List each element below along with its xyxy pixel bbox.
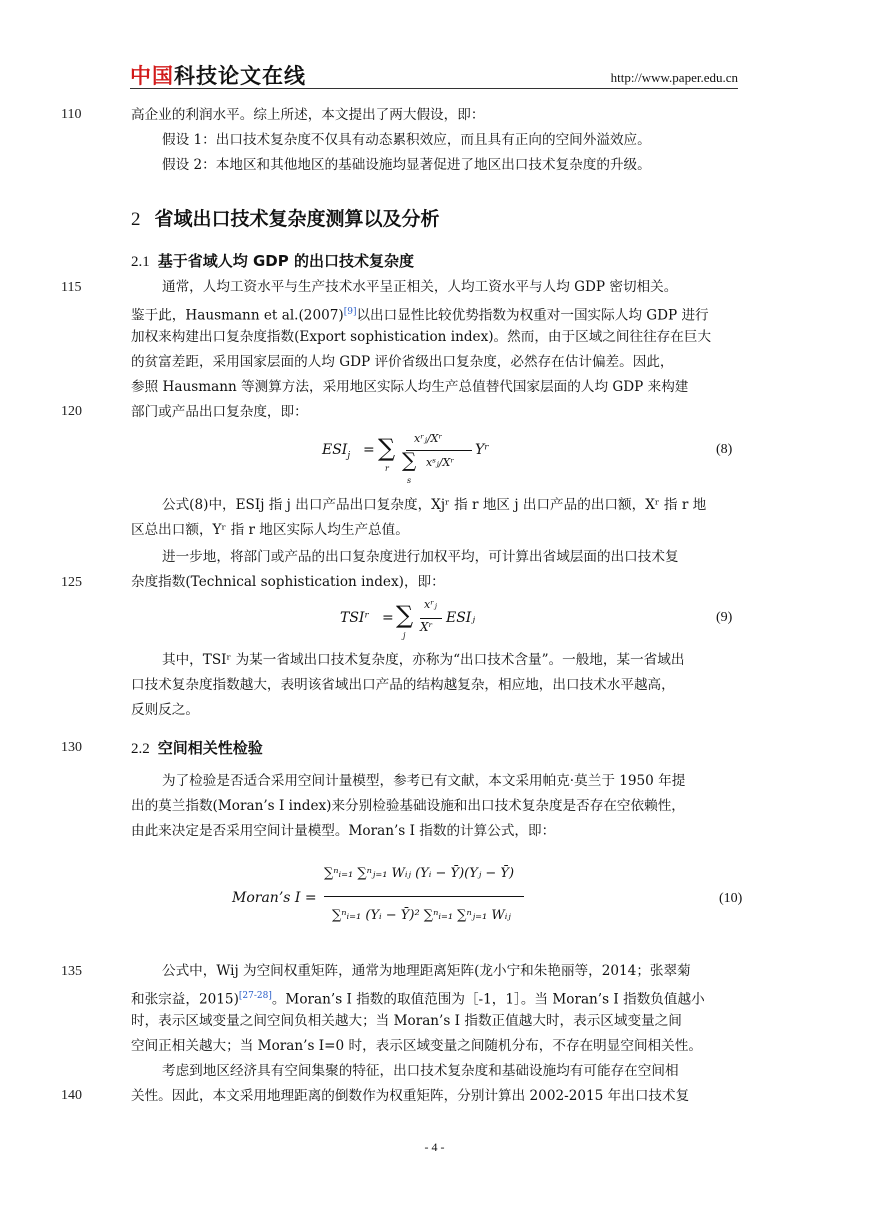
site-logo [130,64,306,88]
text-line: 其中，TSIʳ 为某一省域出口技术复杂度，亦称为“出口技术含量”。一般地，某一省域出 [162,652,685,668]
eq9-lhs: TSIʳ [340,610,370,626]
text-line: 杂度指数(Technical sophistication index)，即： [131,574,445,590]
text-line: 考虑到地区经济具有空间集聚的特征，出口技术复杂度和基础设施均有可能存在空间相 [162,1063,679,1079]
text-span: 鉴于此，Hausmann et al.(2007) [131,307,344,324]
eq8-denominator: xˢⱼ/Xʳ [426,456,455,469]
eq10-numerator: ∑ⁿᵢ₌₁ ∑ⁿⱼ₌₁ Wᵢⱼ (Yᵢ − Ȳ)(Yⱼ − Ȳ) [324,866,515,881]
eq8-den-index: s [407,476,412,485]
page-number: - 4 - [424,1140,445,1154]
line-number: 115 [61,280,82,295]
text-line: 出的莫兰指数(Moran’s I index)来分别检验基础设施和出口技术复杂度是否存在空依赖性， [131,798,685,814]
eq9-sum-index: j [403,631,406,640]
section-heading [131,204,440,231]
eq9-equals: = [382,610,394,626]
equation-8 [322,432,502,490]
text-line: 加权来构建出口复杂度指数(Export sophistication index)。然而，由于区域之间往往存在巨大 [131,329,712,345]
text-line: 空间正相关越大；当 Moran’s I=0 时，表示区域变量之间随机分布，不存在明显空间相关性。 [131,1038,702,1054]
eq8-numerator: xʳⱼ/Xʳ [414,432,443,445]
eq10-denominator: ∑ⁿᵢ₌₁ (Yᵢ − Ȳ)² ∑ⁿᵢ₌₁ ∑ⁿⱼ₌₁ Wᵢⱼ [332,908,511,923]
text-line: 通常，人均工资水平与生产技术水平呈正相关，人均工资水平与人均 GDP 密切相关。 [162,279,678,295]
subsection-number: 2.1 [131,254,150,270]
text-line: 关性。因此，本文采用地理距离的倒数作为权重矩阵，分别计算出 2002-2015 年出口技术复 [131,1088,690,1104]
subsection-number: 2.2 [131,741,150,757]
text-line: 由此来决定是否采用空间计量模型。Moran’s I 指数的计算公式，即： [131,823,556,839]
logo-red: 中国 [130,64,174,88]
text-line: 公式(8)中，ESIj 指 j 出口产品出口复杂度，Xjʳ 指 r 地区 j 出口产品的出口额，Xʳ 指 r 地 [162,497,707,513]
text-line: 参照 Hausmann 等测算方法，采用地区实际人均生产总值替代国家层面的人均 GDP 来构建 [131,379,689,395]
text-line: 为了检验是否适合采用空间计量模型，参考已有文献，本文采用帕克·莫兰于 1950 年提 [162,773,686,789]
subsection-title: 空间相关性检验 [157,739,263,757]
equation-number: (9) [716,610,733,625]
eq9-frac-bar [420,618,442,619]
hypothesis-2: 假设 2：本地区和其他地区的基础设施均显著促进了地区出口技术复杂度的升级。 [162,157,651,173]
line-number: 125 [61,575,82,590]
text-span: 和张宗益，2015) [131,991,239,1008]
equation-number: (10) [719,891,743,906]
eq9-numerator: xʳⱼ [424,598,437,611]
citation-ref[interactable]: [9] [343,307,357,317]
text-span: 。Moran’s I 指数的取值范围为［-1，1］。当 Moran’s I 指数负值越小 [271,991,705,1008]
eq8-lhs: $ESI_j$ [322,442,351,461]
eq9-denominator: Xʳ [420,620,433,634]
hypothesis-1: 假设 1：出口技术复杂度不仅具有动态累积效应，而且具有正向的空间外溢效应。 [162,132,651,148]
line-number: 110 [61,107,82,122]
section-number: 2 [131,209,141,230]
line-number: 120 [61,404,82,419]
page-header [130,64,738,89]
text-line: 进一步地，将部门或产品的出口复杂度进行加权平均，可计算出省域层面的出口技术复 [162,549,679,565]
equation-number: (8) [716,442,733,457]
subsection-heading [131,737,263,758]
eq8-den-sum: ∑ [402,448,417,472]
line-number: 135 [61,964,82,979]
subsection-heading [131,250,414,271]
equation-10 [232,856,532,946]
text-line [131,302,738,326]
eq9-esi: ESIⱼ [446,610,476,626]
text-line: 的贫富差距，采用国家层面的人均 GDP 评价省级出口复杂度，必然存在估计偏差。因此， [131,354,674,370]
line-number: 130 [61,740,82,755]
subsection-title: 基于省域人均 GDP 的出口技术复杂度 [157,252,414,270]
text-line [131,986,738,1010]
equation-9 [340,598,490,644]
text-line: 反则反之。 [131,702,199,718]
eq10-lhs: Moran’s I = [232,890,317,906]
eq8-sum: ∑ [378,434,396,462]
text-line: 区总出口额，Yʳ 指 r 地区实际人均生产总值。 [131,522,409,538]
text-span: 以出口显性比较优势指数为权重对一国实际人均 GDP 进行 [356,307,709,324]
eq8-y: Yʳ [475,442,490,458]
eq8-equals: = [363,442,375,458]
text-line: 公式中，Wij 为空间权重矩阵，通常为地理距离矩阵(龙小宁和朱艳丽等，2014；张翠菊 [162,963,691,979]
text-line: 时，表示区域变量之间空间负相关越大；当 Moran’s I 指数正值越大时，表示区域变量之间 [131,1013,682,1029]
text-line: 口技术复杂度指数越大，表明该省域出口产品的结构越复杂，相应地，出口技术水平越高， [131,677,675,693]
logo-black: 科技论文在线 [174,64,306,88]
citation-ref[interactable]: [27-28] [238,991,272,1001]
eq8-sum-index: r [385,464,389,473]
eq10-frac-bar [324,896,524,897]
text-line: 部门或产品出口复杂度，即： [131,404,308,420]
text-line: 高企业的利润水平。综上所述，本文提出了两大假设，即： [131,107,485,123]
eq9-sum: ∑ [396,601,414,629]
header-url[interactable]: http://www.paper.edu.cn [610,70,738,85]
line-number: 140 [61,1088,82,1103]
section-title: 省域出口技术复杂度测算以及分析 [154,208,440,230]
